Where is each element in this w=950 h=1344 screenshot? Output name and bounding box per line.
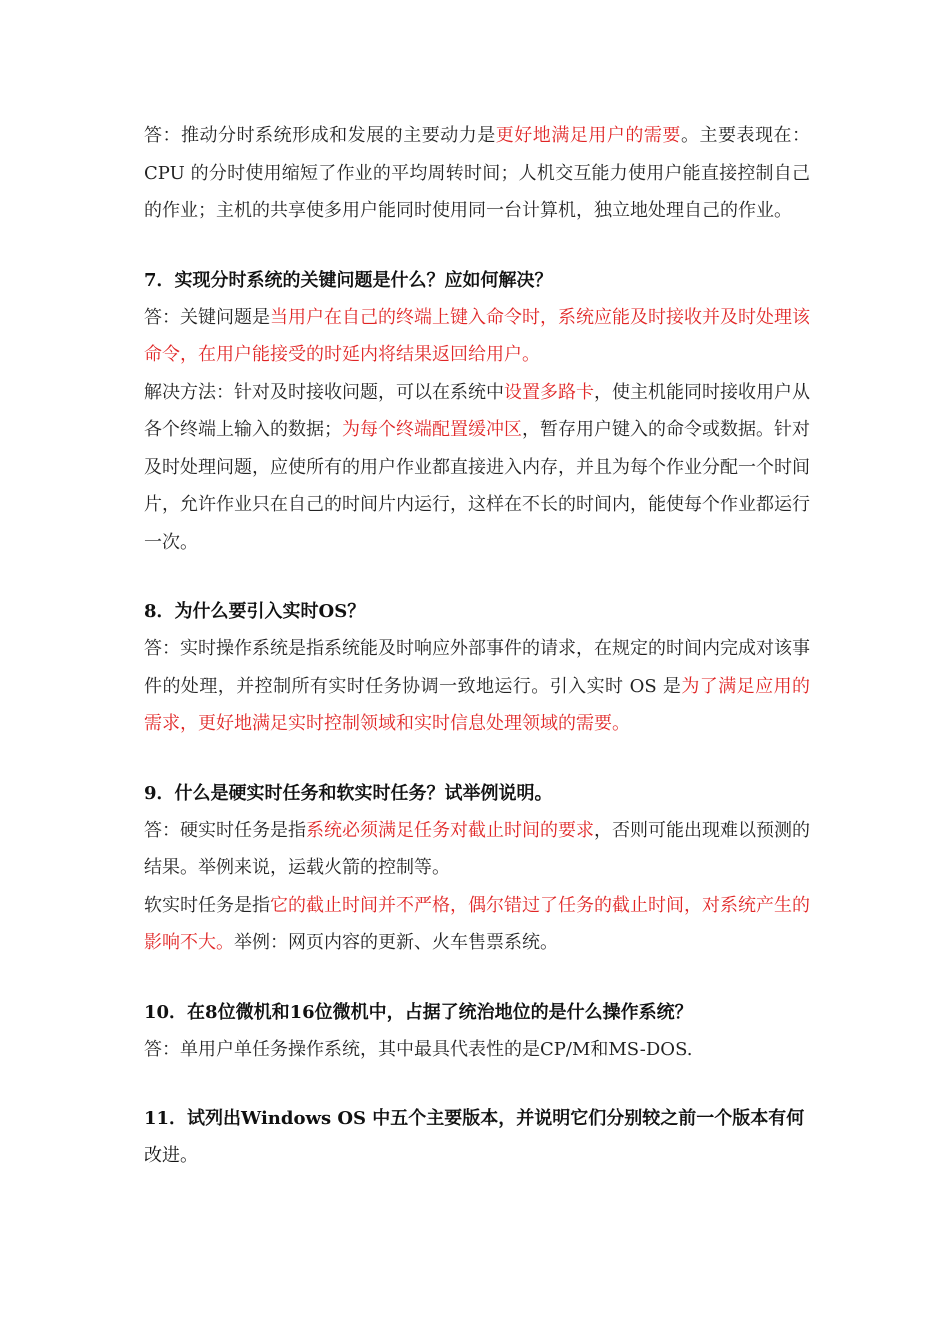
answer-7-highlight-3: 为每个终端配置缓冲区 — [342, 419, 522, 440]
question-8-title: 8．为什么要引入实时OS？ — [144, 601, 366, 622]
answer-6-highlight: 更好地满足用户的需要 — [495, 125, 681, 146]
answer-7-text-1: 答：关键问题是 — [144, 306, 270, 328]
spacer — [144, 962, 810, 994]
answer-8 — [144, 630, 810, 743]
question-11-title — [144, 1100, 810, 1174]
question-11-text: 11．试列出Windows OS 中五个主要版本，并说明它们分别较之前一个版本有何 — [144, 1108, 805, 1129]
question-9-title: 9．什么是硬实时任务和软实时任务？试举例说明。 — [144, 782, 553, 804]
answer-6 — [144, 117, 810, 230]
answer-9-highlight-1: 系统必须满足任务对截止时间的要求 — [306, 819, 594, 841]
answer-10: 答：单用户单任务操作系统，其中最具代表性的是CP/M和MS-DOS. — [144, 1038, 693, 1060]
answer-9-text-2: ，否则可能出现难以预测的结果。举例来说，运载火箭的控制等。 — [144, 819, 810, 878]
question-7-title: 7．实现分时系统的关键问题是什么？应如何解决？ — [144, 269, 553, 291]
answer-7-highlight-1: 当用户在自己的终端上键入命令时，系统应能及时接收并及时处理该命令，在用户能接受的时延内将结果返回给用户。 — [144, 306, 810, 365]
answer-9-soft — [144, 887, 810, 962]
answer-9-text-3: 软实时任务是指 — [144, 894, 270, 916]
answer-9-highlight-2: 它的截止时间并不严格，偶尔错过了任务的截止时间，对系统产生的影响不大。 — [144, 894, 810, 953]
answer-6-text-2: 。主要表现在：CPU 的分时使用缩短了作业的平均周转时间；人机交互能力使用户能直接控制自己的作业；主机的共享使多用户能同时使用同一台计算机，独立地处理自己的作业。 — [144, 125, 811, 221]
answer-8-highlight: 为了满足应用的需求，更好地满足实时控制领域和实时信息处理领域的需要。 — [144, 675, 811, 734]
answer-6-text-1: 答：推动分时系统形成和发展的主要动力是 — [144, 125, 496, 146]
answer-8-text-1: 答：实时操作系统是指系统能及时响应外部事件的请求，在规定的时间内完成对该事件的处理，并控制所有实时任务协调一致地运行。引入实时 OS 是 — [144, 638, 810, 697]
answer-9-hard — [144, 812, 810, 887]
spacer — [144, 1068, 810, 1100]
answer-7-highlight-2: 设置多路卡 — [504, 381, 594, 403]
answer-7-text-2: 解决方法：针对及时接收问题，可以在系统中 — [144, 381, 504, 403]
document-page — [144, 117, 810, 1174]
answer-9-text-1: 答：硬实时任务是指 — [144, 819, 306, 841]
answer-7-text-4: ，暂存用户键入的命令或数据。针对及时处理问题，应使所有的用户作业都直接进入内存，并且为每个作业分配一个时间片，允许作业只在自己的时间片内运行，这样在不长的时间内，能使每个作业都运行一次。 — [144, 419, 810, 553]
answer-7-solution — [144, 374, 810, 562]
answer-7-text-3: ，使主机能同时接收用户从各个终端上输入的数据； — [144, 381, 810, 440]
answer-7-key-issue — [144, 299, 810, 374]
question-10-title: 10．在8位微机和16位微机中，占据了统治地位的是什么操作系统？ — [144, 1001, 693, 1023]
answer-9-text-4: 举例：网页内容的更新、火车售票系统。 — [234, 932, 558, 953]
spacer — [144, 561, 810, 593]
spacer — [144, 230, 810, 262]
spacer — [144, 743, 810, 775]
question-11-tail: 改进。 — [144, 1145, 198, 1166]
